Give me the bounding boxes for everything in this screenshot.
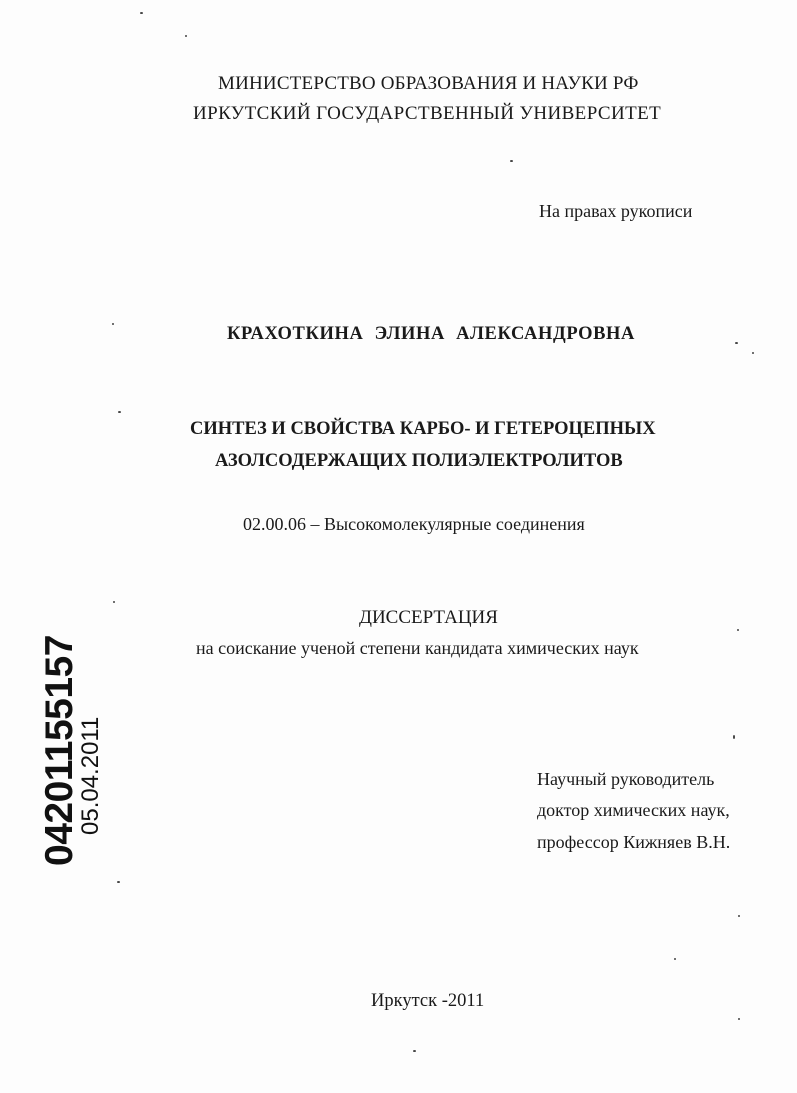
scan-speck (118, 411, 121, 413)
author-name: КРАХОТКИНА ЭЛИНА АЛЕКСАНДРОВНА (227, 324, 635, 344)
scan-speck (112, 323, 114, 325)
scan-speck (735, 342, 738, 344)
scan-speck (413, 1050, 416, 1052)
advisor-name: профессор Кижняев В.Н. (537, 832, 731, 852)
thesis-title-line-2: АЗОЛСОДЕРЖАЩИХ ПОЛИЭЛЕКТРОЛИТОВ (215, 451, 623, 471)
document-type: ДИССЕРТАЦИЯ (359, 607, 498, 628)
ministry-heading: МИНИСТЕРСТВО ОБРАЗОВАНИЯ И НАУКИ РФ (218, 73, 639, 94)
scan-speck (113, 601, 115, 603)
scan-speck (117, 881, 120, 883)
scan-speck (510, 160, 513, 162)
degree-description: на соискание ученой степени кандидата химических наук (196, 638, 639, 658)
specialty-code: 02.00.06 – Высокомолекулярные соединения (243, 514, 585, 534)
thesis-title-line-1: СИНТЕЗ И СВОЙСТВА КАРБО- И ГЕТЕРОЦЕПНЫХ (190, 419, 656, 439)
scan-speck (737, 629, 739, 631)
scan-speck (738, 915, 740, 917)
rights-note: На правах рукописи (539, 201, 693, 221)
scan-speck (738, 1018, 740, 1020)
advisor-degree: доктор химических наук, (537, 800, 730, 820)
scan-speck (140, 12, 143, 14)
scan-speck (752, 352, 754, 354)
university-heading: ИРКУТСКИЙ ГОСУДАРСТВЕННЫЙ УНИВЕРСИТЕТ (193, 103, 662, 124)
scan-speck (674, 958, 676, 960)
library-stamp-date: 05.04.2011 (77, 716, 104, 835)
advisor-label: Научный руководитель (537, 769, 715, 789)
city-year: Иркутск -2011 (371, 991, 485, 1011)
scan-speck (185, 35, 187, 37)
scan-speck (733, 735, 735, 739)
library-stamp-number: 04201155157 (38, 635, 81, 866)
